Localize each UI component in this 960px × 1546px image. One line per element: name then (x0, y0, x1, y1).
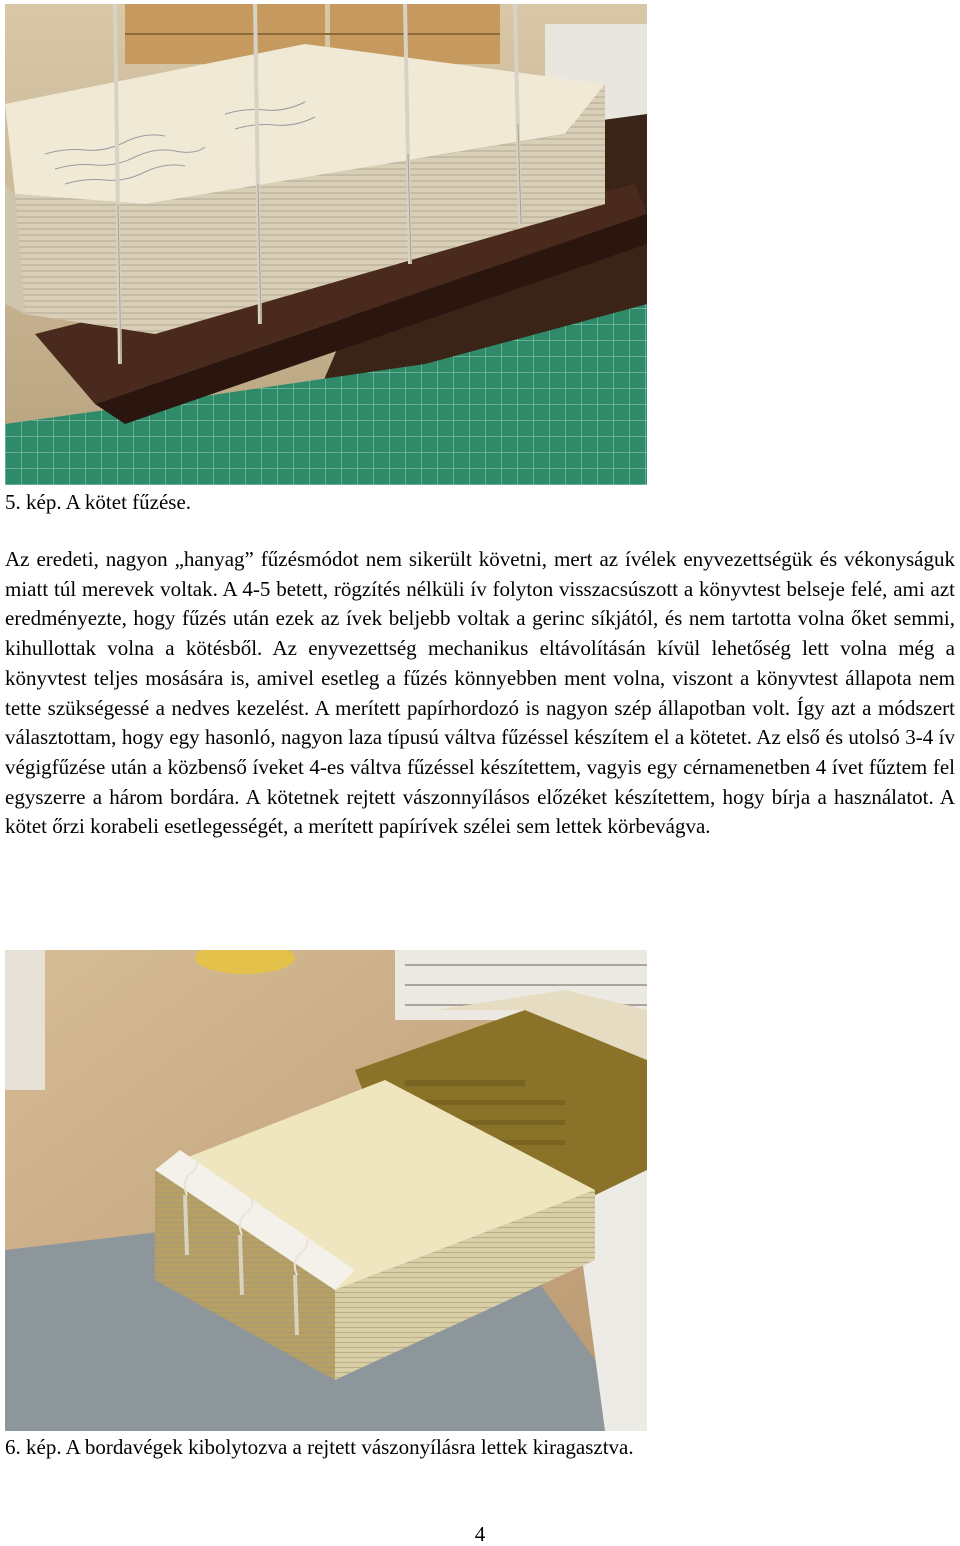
body-text (5, 545, 955, 842)
page-number: 4 (474, 1522, 486, 1546)
figure-caption-5: 5. kép. A kötet fűzése. (5, 490, 192, 514)
finished-book-image (5, 950, 647, 1431)
finished-book-photo (5, 950, 647, 1431)
book-sewing-image (5, 4, 647, 485)
figure-caption-6: 6. kép. A bordavégek kibolytozva a rejtett vászonyílásra lettek kiragasztva. (5, 1435, 634, 1459)
body-paragraph: Az eredeti, nagyon „hanyag” fűzésmódot nem sikerült követni, mert az ívélek enyvezettségük és vékonyságuk miatt túl merevek voltak. A 4-5 betett, rögzítés nélküli ív folyton visszacsúszott a könyvtest belseje felé, ami azt eredményezte, hogy fűzés után ezek az ívek beljebb voltak a gerinc síkjától, és nem tartotta volna őket semmi, kihullottak volna a kötésből. Az enyvezettség mechanikus eltávolításán kívül lehetőség lett volna még a könyvtest teljes mosására is, amivel esetleg a fűzés könnyebben ment volna, viszont a könyvtest állapota nem tette szükségessé a nedves kezelést. A merített papírhordozó is nagyon szép állapotban volt. Így azt a módszert választottam, hogy egy hasonló, nagyon laza típusú váltva fűzéssel készítem el a kötetet. Az első és utolsó 3-4 ív végigfűzése után a közbenső íveket 4-es váltva fűzéssel készítettem, vagyis egy cérnamenetben 4 ívet fűztem fel egyszerre a három bordára. A kötetnek rejtett vászonnyílásos előzéket készítettem, hogy bírja a használatot. A kötet őrzi korabeli esetlegességét, a merített papírívek szélei sem lettek körbevágva. (5, 547, 955, 839)
book-sewing-photo (5, 4, 647, 485)
